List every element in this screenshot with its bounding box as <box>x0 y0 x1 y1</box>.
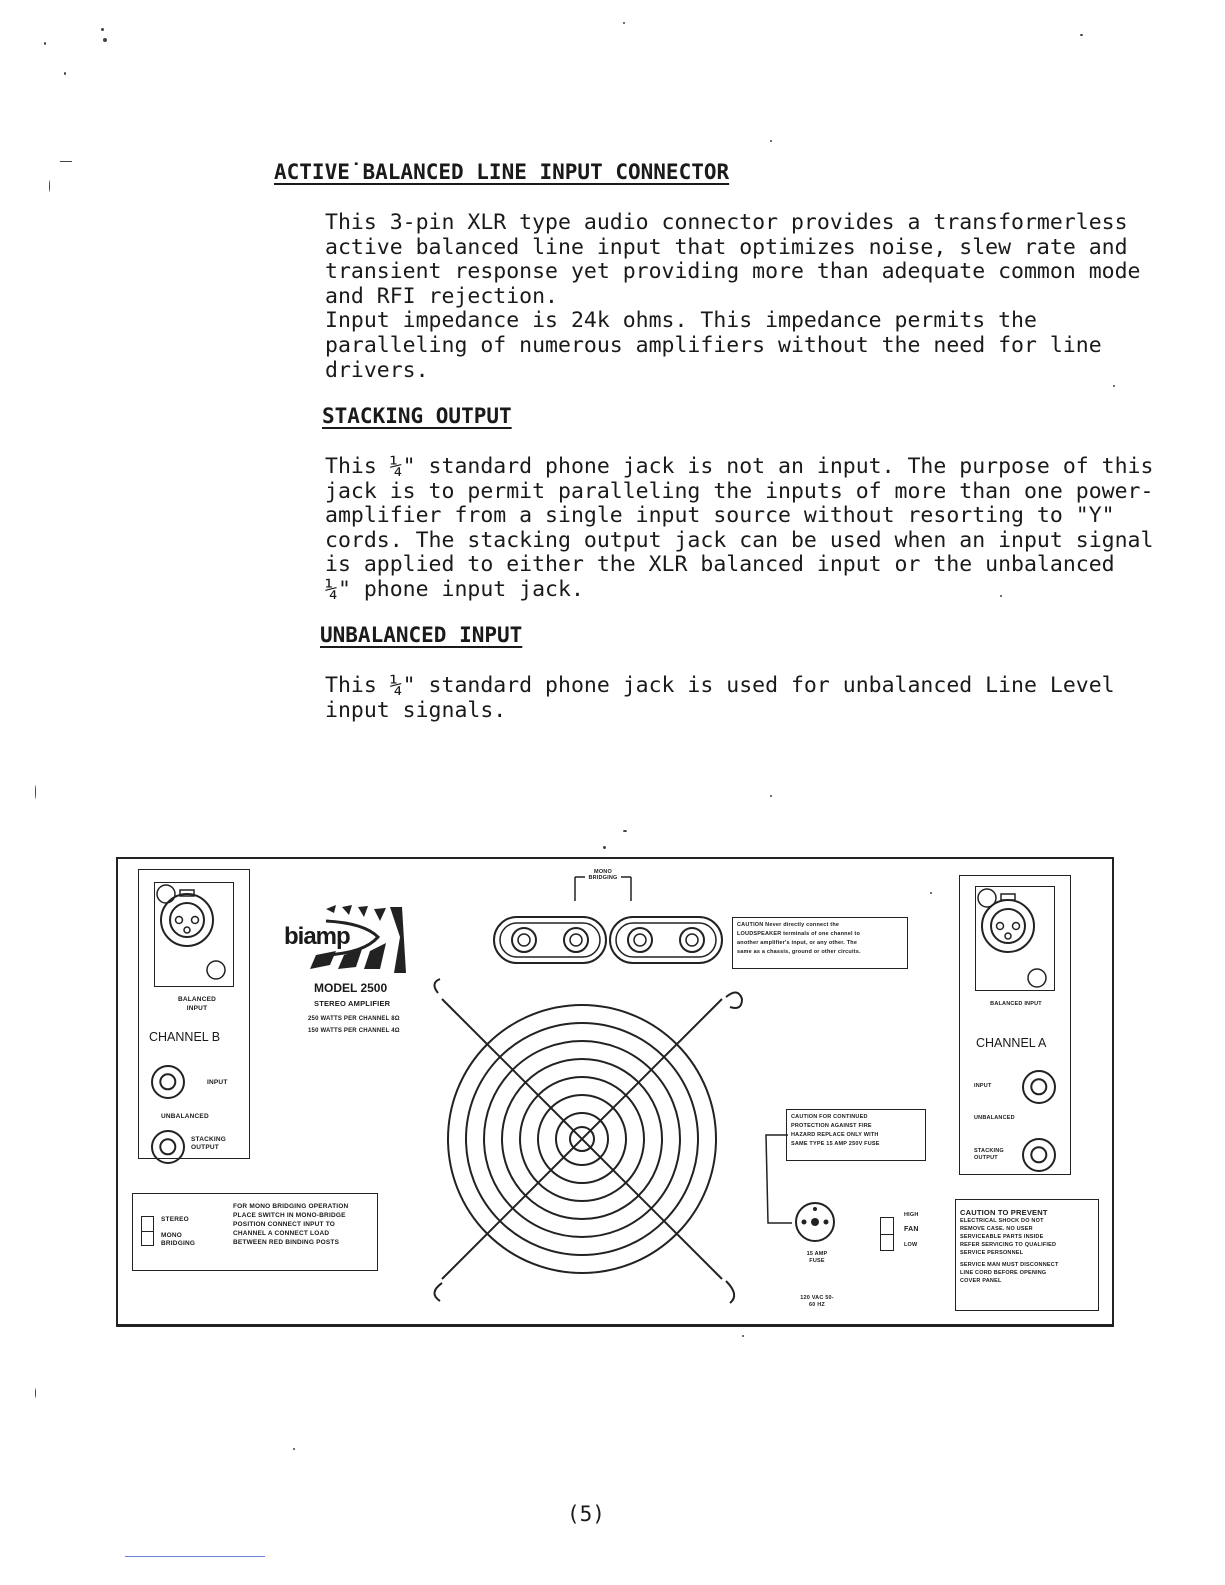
fan-label: FAN <box>904 1226 919 1233</box>
text-line: ¼" phone input jack. <box>325 576 584 602</box>
section-heading-unbalanced-input: UNBALANCED INPUT <box>320 623 523 647</box>
scan-speck <box>64 72 66 75</box>
scan-speck <box>103 38 107 42</box>
fan-low-label: LOW <box>904 1242 918 1248</box>
scan-speck <box>623 22 625 24</box>
channel-a-unbalanced-label: UNBALANCED <box>974 1115 1015 1121</box>
channel-a-input-jack[interactable] <box>1022 1070 1056 1104</box>
channel-b-stacking-output-label: STACKING OUTPUT <box>191 1136 227 1151</box>
xlr-connector-icon <box>975 886 1055 991</box>
caution-line: another amplifier's input, or any other. The <box>737 940 858 946</box>
text-line: jack is to permit paralleling the inputs of more than one power- <box>325 478 1154 504</box>
caution-line: PROTECTION AGAINST FIRE <box>791 1123 872 1129</box>
mode-switch-module <box>132 1193 378 1271</box>
caution-line: SAME TYPE 15 AMP 250V FUSE <box>791 1141 880 1147</box>
caution-line: same as a chassis, ground or other circuits. <box>737 949 861 955</box>
channel-b-input-jack[interactable] <box>151 1065 185 1099</box>
text-line: is applied to either the XLR balanced input or the unbalanced <box>325 552 1115 578</box>
scan-line <box>125 1556 265 1557</box>
scan-speck <box>49 180 50 192</box>
channel-b-xlr-plate <box>154 882 234 987</box>
scan-speck <box>35 1388 36 1398</box>
scan-speck <box>101 28 104 31</box>
power-rating-8-ohm: 250 WATTS PER CHANNEL 8Ω <box>308 1016 400 1022</box>
fan-grille-icon <box>424 977 764 1317</box>
stereo-mono-switch[interactable] <box>141 1216 154 1246</box>
fuse-holder-icon <box>790 1197 840 1247</box>
channel-b-balanced-input-label: BALANCED INPUT <box>177 996 217 1012</box>
caution-shock-label <box>955 1199 1099 1311</box>
caution-line: CAUTION Never directly connect the <box>737 922 840 928</box>
text-line: This ¼" standard phone jack is used for unbalanced Line Level <box>325 673 1115 698</box>
caution-line: REFER SERVICING TO QUALIFIED <box>960 1242 1057 1248</box>
text-line: Input impedance is 24k ohms. This impedance permits the <box>325 308 1037 334</box>
text-line: transient response yet providing more than adequate common mode <box>325 259 1141 285</box>
mono-bridging-label: MONO BRIDGING <box>161 1232 196 1247</box>
caution-line: HAZARD REPLACE ONLY WITH <box>791 1132 879 1138</box>
section-body-unbalanced-input <box>325 674 1125 723</box>
section-body-balanced-input <box>325 210 1141 383</box>
section-heading-balanced-input: ACTIVE˙BALANCED LINE INPUT CONNECTOR <box>274 160 730 184</box>
stereo-label: STEREO <box>161 1216 189 1223</box>
caution-fuse-label <box>786 1109 926 1161</box>
channel-a-title: CHANNEL A <box>976 1036 1047 1050</box>
channel-a-stacking-output-jack[interactable] <box>1022 1138 1056 1172</box>
instruction-line: POSITION CONNECT INPUT TO <box>233 1221 336 1228</box>
scan-speck <box>60 161 72 162</box>
scan-speck <box>293 1448 295 1450</box>
caution-line: SERVICEABLE PARTS INSIDE <box>960 1234 1044 1240</box>
binding-posts-icon <box>492 911 724 971</box>
channel-a-module <box>959 875 1071 1175</box>
channel-b-title: CHANNEL B <box>149 1030 221 1044</box>
instruction-line: CHANNEL A CONNECT LOAD <box>233 1230 330 1237</box>
caution-line: SERVICE PERSONNEL <box>960 1250 1024 1256</box>
caution-speaker-label <box>732 917 908 969</box>
instruction-line: BETWEEN RED BINDING POSTS <box>233 1239 340 1246</box>
text-line: input signals. <box>325 697 507 723</box>
channel-a-balanced-input-label: BALANCED INPUT <box>990 1001 1042 1007</box>
model-name: MODEL 2500 <box>314 981 388 995</box>
fan-high-label: HIGH <box>904 1212 919 1218</box>
fuse-rating-label: 15 AMP FUSE <box>806 1251 828 1264</box>
scan-speck <box>603 846 606 849</box>
text-line: cords. The stacking output jack can be used when an input signal <box>325 527 1154 553</box>
channel-a-stacking-output-label: STACKING OUTPUT <box>974 1148 1004 1161</box>
caution-line: LINE CORD BEFORE OPENING <box>960 1270 1047 1276</box>
product-type: STEREO AMPLIFIER <box>314 999 391 1008</box>
channel-b-stacking-output-jack[interactable] <box>151 1130 185 1164</box>
brand-name: biamp <box>284 923 350 950</box>
scan-speck <box>1080 34 1083 36</box>
scan-speck <box>770 140 772 142</box>
text-line: active balanced line input that optimizes noise, slew rate and <box>325 234 1128 260</box>
rear-panel-diagram <box>116 857 1114 1327</box>
text-line: and RFI rejection. <box>325 283 558 309</box>
caution-line: ELECTRICAL SHOCK DO NOT <box>960 1218 1044 1224</box>
channel-b-unbalanced-label: UNBALANCED <box>161 1113 209 1120</box>
power-rating-4-ohm: 150 WATTS PER CHANNEL 4Ω <box>308 1028 400 1034</box>
instruction-line: PLACE SWITCH IN MONO-BRIDGE <box>233 1212 346 1219</box>
scan-speck <box>44 42 46 45</box>
instruction-line: FOR MONO BRIDGING OPERATION <box>233 1203 349 1210</box>
scan-speck <box>1113 385 1115 387</box>
caution-line: CAUTION TO PREVENT <box>960 1208 1048 1217</box>
scan-speck <box>742 1335 744 1337</box>
channel-b-input-label: INPUT <box>207 1079 228 1086</box>
caution-line: COVER PANEL <box>960 1278 1002 1284</box>
text-line: This ¼" standard phone jack is not an input. The purpose of this <box>325 454 1154 479</box>
xlr-connector-icon <box>154 882 234 987</box>
section-body-stacking-output <box>325 454 1154 603</box>
channel-a-input-label: INPUT <box>974 1083 992 1089</box>
text-line: paralleling of numerous amplifiers without the need for line <box>325 332 1102 358</box>
channel-b-module <box>138 869 250 1159</box>
scan-speck <box>770 795 772 797</box>
caution-line: CAUTION FOR CONTINUED <box>791 1114 868 1120</box>
page-number: (5) <box>567 1502 605 1526</box>
scan-speck <box>623 830 627 832</box>
caution-line: LOUDSPEAKER terminals of one channel to <box>737 931 861 937</box>
text-line: amplifier from a single input source without resorting to "Y" <box>325 503 1115 529</box>
channel-a-xlr-plate <box>975 886 1055 991</box>
text-line: drivers. <box>325 357 429 383</box>
caution-line: SERVICE MAN MUST DISCONNECT <box>960 1262 1059 1268</box>
power-input-label: 120 VAC 50-60 HZ <box>800 1295 834 1308</box>
fan-speed-switch[interactable] <box>880 1217 894 1251</box>
mono-bridging-top-label: MONO BRIDGING <box>588 869 618 881</box>
text-line: This 3-pin XLR type audio connector provides a transformerless <box>325 210 1128 235</box>
scan-speck <box>35 785 36 799</box>
mono-bridge-instructions <box>233 1202 348 1247</box>
section-heading-stacking-output: STACKING OUTPUT <box>322 404 512 428</box>
caution-line: REMOVE CASE. NO USER <box>960 1226 1033 1232</box>
